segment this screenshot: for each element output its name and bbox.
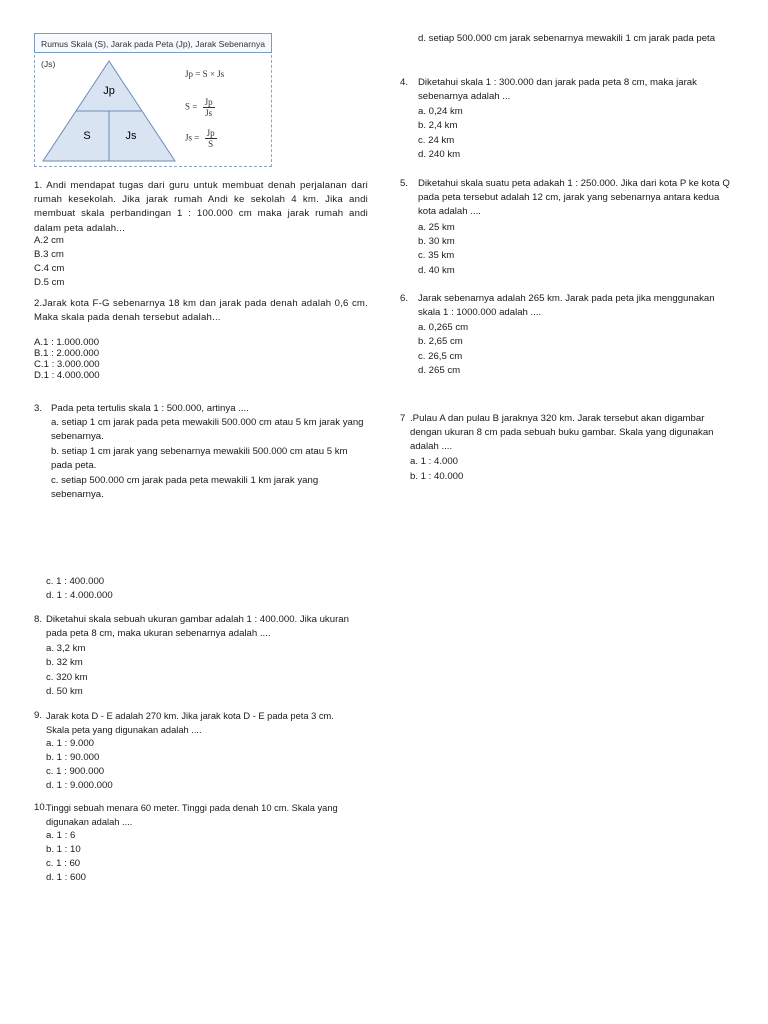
question-2-option-d: D.1 : 4.000.000 [34,370,100,381]
question-10-number: 10. [34,802,48,813]
question-5-option-d: d. 40 km [418,265,455,276]
formula-s [185,97,215,118]
question-6-number: 6. [400,293,409,304]
question-4-option-d: d. 240 km [418,149,461,160]
question-4-option-c: c. 24 km [418,135,455,146]
question-6-stem: Jarak sebenarnya adalah 265 km. Jarak pada peta jika menggunakan skala 1 : 1000.000 adalah .... [418,293,715,319]
question-3-option-b: b. setiap 1 cm jarak yang sebenarnya mewakili 500.000 cm atau 5 km pada peta. [51,446,348,472]
question-5-number: 5. [400,178,409,189]
question-6-option-c: c. 26,5 cm [418,351,463,362]
question-8-option-b: b. 32 km [46,657,83,668]
formula-js [185,128,217,149]
formula-js-lhs: Js = [185,132,200,143]
triangle-label-s: S [83,130,91,142]
formula-body [34,55,272,167]
question-1-option-a: A.2 cm [34,235,64,246]
question-4-number: 4. [400,77,409,88]
question-5-option-a: a. 25 km [418,222,455,233]
question-8-stem: Diketahui skala sebuah ukuran gambar adalah 1 : 400.000. Jika ukuran pada peta 8 cm, maka ukuran sebenarnya adalah .... [46,614,349,640]
triangle-label-jp: Jp [103,85,115,97]
question-1-option-d: D.5 cm [34,277,65,288]
question-1-option-c: C.4 cm [34,263,65,274]
question-8-option-d: d. 50 km [46,686,83,697]
formula-jp: Jp = S × Js [185,69,225,79]
question-3-option-a: a. setiap 1 cm jarak pada peta mewakili 500.000 cm atau 5 km jarak yang sebenarnya. [51,417,364,443]
question-7-stem: .Pulau A dan pulau B jaraknya 320 km. Jarak tersebut akan digambar dengan ukuran 8 cm pada sebuah buku gambar. Skala yang digunakan adalah .... [410,413,714,453]
formula-s-denominator: Js [205,108,213,118]
question-1-option-b: B.3 cm [34,249,64,260]
question-4-stem: Diketahui skala 1 : 300.000 dan jarak pada peta 8 cm, maka jarak sebenarnya adalah ... [418,77,697,103]
formula-s-numerator: Jp [204,97,213,107]
question-7-option-d: d. 1 : 4.000.000 [46,590,113,601]
formula-s-fraction [203,97,215,118]
question-4-option-b: b. 2,4 km [418,120,458,131]
question-9-option-c: c. 1 : 900.000 [46,766,105,777]
question-5-option-c: c. 35 km [418,250,455,261]
question-9-stem: Jarak kota D - E adalah 270 km. Jika jarak kota D - E pada peta 3 cm. Skala peta yang digunakan adalah .... [46,711,334,736]
formula-js-numerator: Jp [206,128,215,138]
question-4-option-a: a. 0,24 km [418,106,463,117]
question-9-option-a: a. 1 : 9.000 [46,738,95,749]
question-6-option-b: b. 2,65 cm [418,336,463,347]
question-9-number: 9. [34,710,43,721]
formula-header: Rumus Skala (S), Jarak pada Peta (Jp), Jarak Sebenarnya (Js) [34,33,272,53]
question-5-option-b: b. 30 km [418,236,455,247]
question-7-number: 7 [400,413,406,424]
question-2-option-a: A.1 : 1.000.000 [34,337,100,348]
question-3-number: 3. [34,403,43,414]
question-8-option-a: a. 3,2 km [46,643,86,654]
question-7-option-c: c. 1 : 400.000 [46,576,105,587]
question-2-text: 2.Jarak kota F-G sebenarnya 18 km dan jarak pada denah adalah 0,6 cm. Maka skala pada denah tersebut adalah... [34,298,368,324]
question-9-option-d: d. 1 : 9.000.000 [46,780,113,791]
question-3-option-d: d. setiap 500.000 cm jarak sebenarnya mewakili 1 cm jarak pada peta [418,33,716,44]
question-5-stem: Diketahui skala suatu peta adakah 1 : 250.000. Jika dari kota P ke kota Q pada peta tersebut adalah 12 cm, jarak yang sebenarnya antara kedua kota adalah .... [418,178,730,218]
question-8-number: 8. [34,614,43,625]
formula-box [34,33,274,168]
question-10-option-b: b. 1 : 10 [46,844,81,855]
question-10-option-c: c. 1 : 60 [46,858,81,869]
question-6-option-a: a. 0,265 cm [418,322,469,333]
question-7-option-b: b. 1 : 40.000 [410,471,464,482]
scale-triangle-diagram [39,59,179,163]
question-2-option-b: B.1 : 2.000.000 [34,348,100,359]
triangle-label-js: Js [125,130,137,142]
formula-js-denominator: S [208,139,214,149]
question-1-text: 1. Andi mendapat tugas dari guru untuk membuat denah perjalanan dari rumah kesekolah. Jika jarak rumah Andi ke sekolah 4 km. Jika andi membuat skala perbandingan 1 : 100.000 cm maka jarak rumah andi dalam peta adalah... [34,180,368,234]
question-3-stem: Pada peta tertulis skala 1 : 500.000, artinya .... [51,403,249,414]
question-10-stem: Tinggi sebuah menara 60 meter. Tinggi pada denah 10 cm. Skala yang digunakan adalah .... [46,803,338,828]
question-6-option-d: d. 265 cm [418,365,461,376]
question-7-option-a: a. 1 : 4.000 [410,456,459,467]
formula-s-lhs: S = [185,101,198,112]
question-9-option-b: b. 1 : 90.000 [46,752,100,763]
question-8-option-c: c. 320 km [46,672,88,683]
question-10-option-d: d. 1 : 600 [46,872,87,883]
question-3-option-c: c. setiap 500.000 cm jarak pada peta mewakili 1 km jarak yang sebenarnya. [51,475,319,501]
question-2-option-c: C.1 : 3.000.000 [34,359,100,370]
formula-js-fraction [205,128,217,149]
question-10-option-a: a. 1 : 6 [46,830,76,841]
